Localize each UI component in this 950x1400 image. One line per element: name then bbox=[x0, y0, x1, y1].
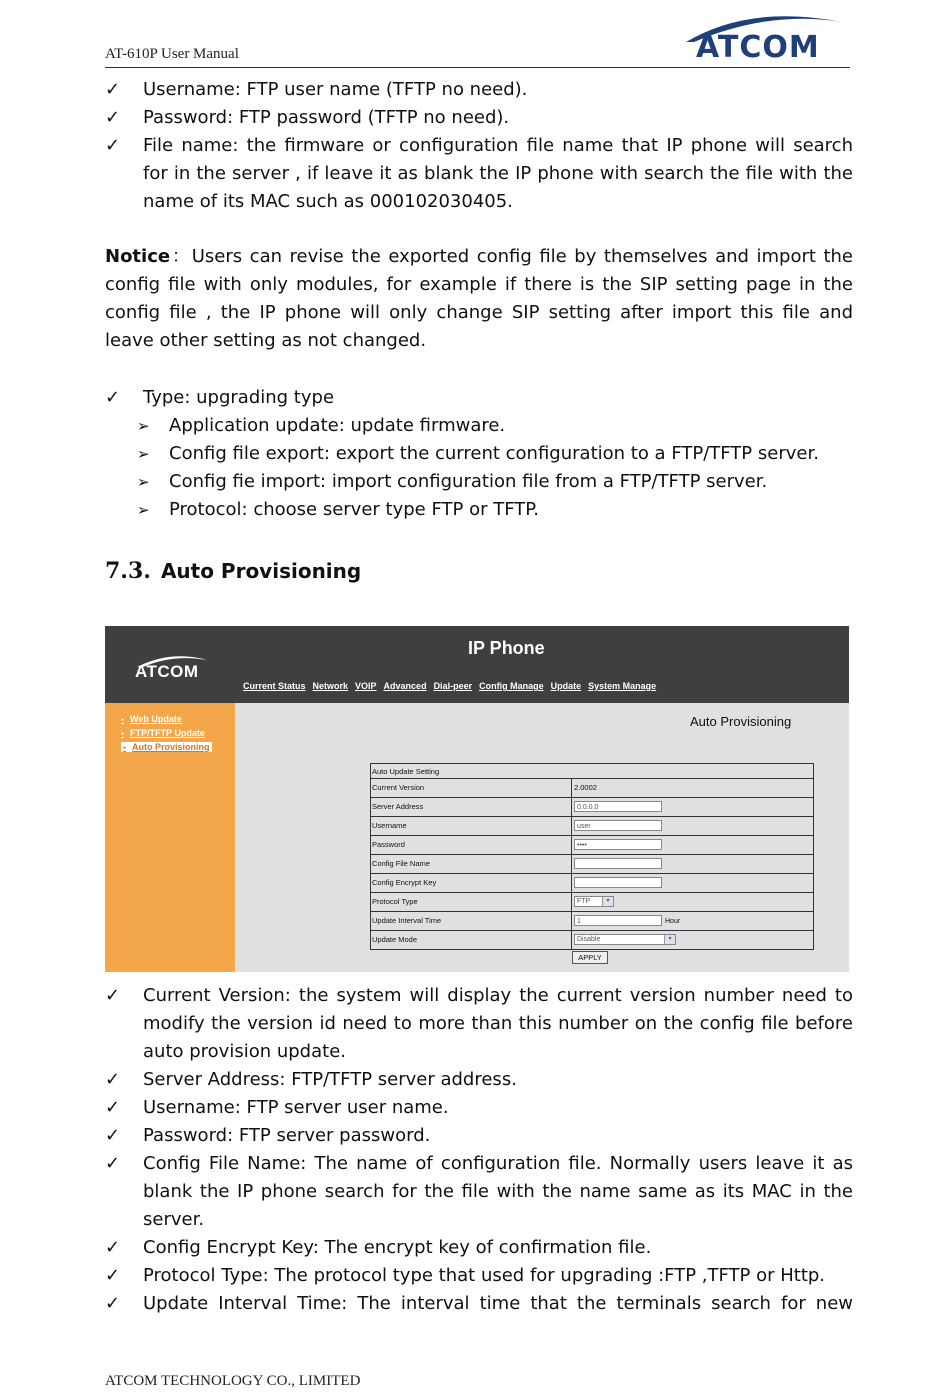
server-address-input[interactable]: 0.0.0.0 bbox=[574, 801, 662, 812]
row-password: Password •••• bbox=[371, 835, 813, 854]
interval-unit: Hour bbox=[665, 918, 681, 925]
web-ui-header bbox=[105, 626, 849, 703]
apply-button[interactable]: APPLY bbox=[572, 951, 608, 964]
check-icon: ✓ bbox=[105, 1069, 121, 1090]
row-username: Username user bbox=[371, 816, 813, 835]
footer-company: ATCOM TECHNOLOGY CO., LIMITED bbox=[105, 1373, 361, 1389]
web-ui-screenshot bbox=[105, 626, 849, 972]
auto-update-form bbox=[370, 763, 814, 950]
web-ui-logo: ATCOM bbox=[135, 662, 199, 681]
arrow-icon: ➢ bbox=[137, 501, 150, 519]
side-web-update[interactable]: ● Web Update bbox=[121, 714, 182, 724]
config-file-name-input[interactable] bbox=[574, 858, 662, 869]
web-ui-title: IP Phone bbox=[468, 638, 545, 658]
update-mode-select[interactable]: Disable ▾ bbox=[574, 934, 676, 945]
row-update-mode: Update Mode Disable ▾ bbox=[371, 930, 813, 949]
check-icon: ✓ bbox=[105, 1293, 121, 1314]
check-icon: ✓ bbox=[105, 387, 121, 408]
chevron-down-icon: ▾ bbox=[664, 935, 675, 944]
check-icon: ✓ bbox=[105, 1097, 121, 1118]
arrow-icon: ➢ bbox=[137, 473, 150, 491]
chevron-down-icon: ▾ bbox=[602, 897, 613, 906]
section-heading: 7.3. Auto Provisioning bbox=[105, 558, 362, 584]
notice-paragraph: Notice：Users can revise the exported config file by themselves and import the config file with only modules, for example if there is the SIP setting page in the config file , the IP phone will only change SIP setting after import this file and leave other setting as not changed. bbox=[105, 246, 854, 351]
check-icon: ✓ bbox=[105, 135, 121, 156]
web-ui-page-heading: Auto Provisioning bbox=[690, 714, 792, 729]
nav-update[interactable]: Update bbox=[550, 681, 582, 691]
arrow-icon: ➢ bbox=[137, 417, 150, 435]
row-update-interval: Update Interval Time 1 Hour bbox=[371, 911, 813, 930]
row-protocol-type: Protocol Type FTP ▾ bbox=[371, 892, 813, 911]
row-server-address: Server Address 0.0.0.0 bbox=[371, 797, 813, 816]
arrow-icon: ➢ bbox=[137, 445, 150, 463]
side-auto-provisioning[interactable]: ● Auto Provisioning bbox=[121, 742, 212, 752]
current-version-value: 2.0002 bbox=[574, 783, 597, 792]
row-current-version: Current Version 2.0002 bbox=[371, 778, 813, 797]
check-icon: ✓ bbox=[105, 1265, 121, 1286]
check-icon: ✓ bbox=[105, 1125, 121, 1146]
check-icon: ✓ bbox=[105, 985, 121, 1006]
update-interval-input[interactable]: 1 bbox=[574, 915, 662, 926]
notice-label: Notice bbox=[105, 246, 171, 267]
protocol-type-select[interactable]: FTP ▾ bbox=[574, 896, 614, 907]
check-icon: ✓ bbox=[105, 107, 121, 128]
web-ui-nav bbox=[243, 681, 656, 691]
nav-current-status[interactable]: Current Status bbox=[243, 681, 306, 691]
form-title-row: Auto Update Setting bbox=[372, 767, 440, 776]
row-config-file-name: Config File Name bbox=[371, 854, 813, 873]
nav-system-manage[interactable]: System Manage bbox=[588, 681, 657, 691]
web-ui-sidebar bbox=[105, 703, 235, 972]
check-icon: ✓ bbox=[105, 1153, 121, 1174]
password-input[interactable]: •••• bbox=[574, 839, 662, 850]
check-icon: ✓ bbox=[105, 79, 121, 100]
check-icon: ✓ bbox=[105, 1237, 121, 1258]
side-ftp-tftp-update[interactable]: ● FTP/TFTP Update bbox=[121, 728, 205, 738]
nav-config-manage[interactable]: Config Manage bbox=[479, 681, 544, 691]
header-rule bbox=[105, 67, 850, 68]
nav-advanced[interactable]: Advanced bbox=[383, 681, 427, 691]
atcom-logo: ATCOM bbox=[680, 8, 850, 66]
nav-network[interactable]: Network bbox=[312, 681, 349, 691]
row-config-encrypt-key: Config Encrypt Key bbox=[371, 873, 813, 892]
username-input[interactable]: user bbox=[574, 820, 662, 831]
nav-voip[interactable]: VOIP bbox=[355, 681, 377, 691]
config-encrypt-key-input[interactable] bbox=[574, 877, 662, 888]
nav-dial-peer[interactable]: Dial-peer bbox=[433, 681, 473, 691]
manual-title: AT-610P User Manual bbox=[105, 46, 239, 62]
